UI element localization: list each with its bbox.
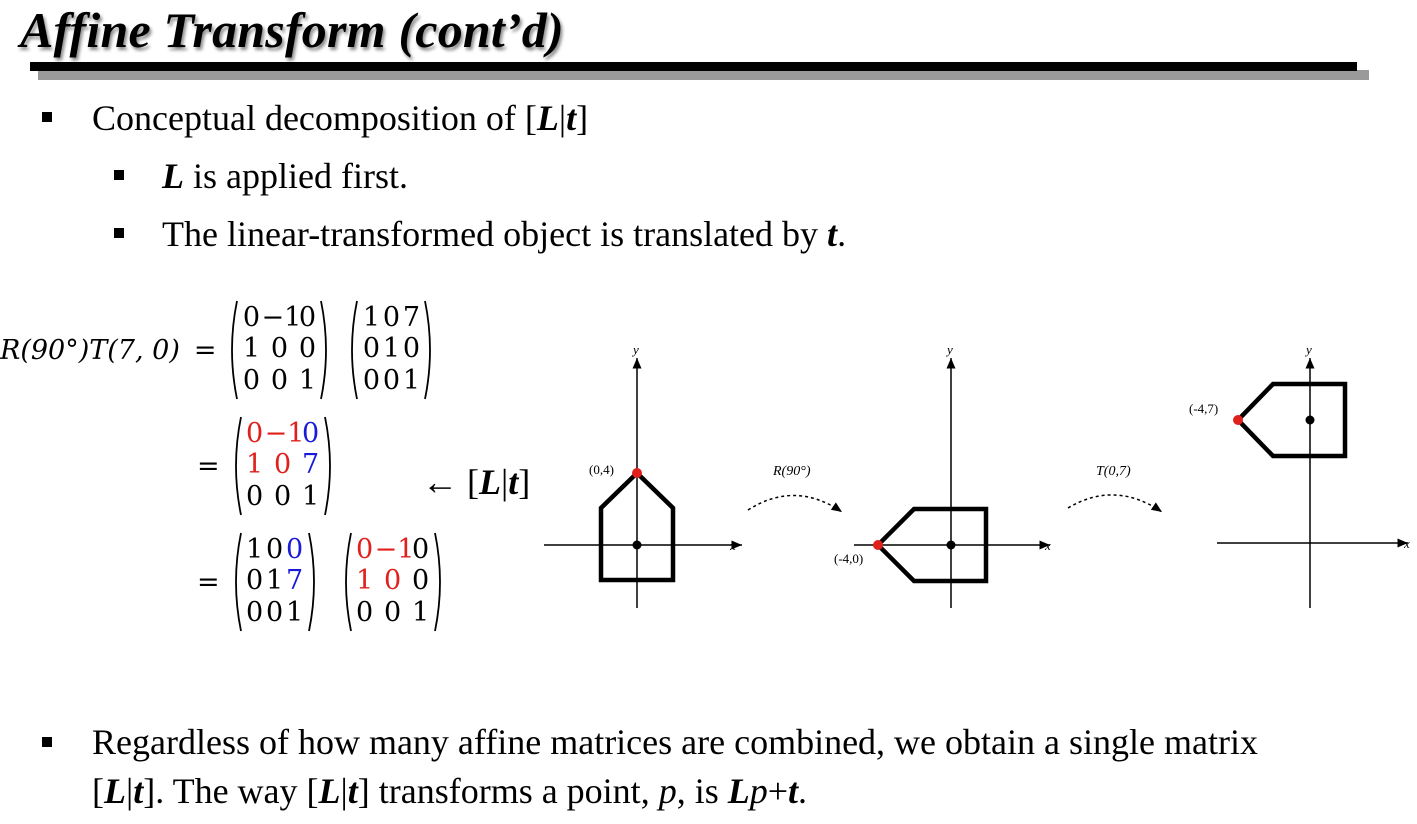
rotation-label: R(90°) [773,464,811,479]
panel-rotated [834,342,1051,608]
math-lhs: R(90°)T(7, 0) [0,334,180,366]
transform-figure [540,330,1417,630]
sub-bullet-marker [114,170,124,180]
bullet-decomposition: Conceptual decomposition of [L|t] [92,98,589,138]
equals-sign: = [197,566,220,598]
x-axis-label: x [1045,538,1051,553]
rotation-matrix: 0 −1 0 1 0 0 0 0 1 [226,300,332,400]
highlight-point-m4-0 [873,540,883,550]
slide-title: Affine Transform (cont’d) [20,2,564,58]
math-row-3 [197,532,452,632]
translation-label: T(0,7) [1096,464,1131,479]
title-rule [30,62,1357,71]
house-shape-translated [1238,384,1345,456]
step-translation [1068,464,1162,512]
point-label-0-4: (0,4) [589,462,614,477]
panel-translated [1189,342,1410,608]
x-axis-label: x [1404,536,1410,551]
panel-original [544,342,742,608]
origin-dot [947,541,956,550]
origin-dot [633,541,642,550]
math-row-2 [197,416,342,516]
bullet-single-matrix-line2: [L|t]. The way [L|t] transforms a point, p, is Lp+t. [92,771,808,811]
equals-sign: = [193,334,217,366]
point-label-m4-0: (-4,0) [834,551,864,566]
step-rotation [748,464,842,512]
sub-bullet-l-first: L is applied first. [162,156,408,196]
highlight-point-0-4 [632,468,642,478]
lt-arrow-label: ← [L|t] [422,462,531,502]
bullet-single-matrix-line1: Regardless of how many affine matrices are combined, we obtain a single matrix [92,722,1258,762]
title-rule-shadow [38,70,1369,80]
bullet-marker [42,737,52,747]
y-axis-label: y [633,342,639,357]
highlight-point-m4-7 [1233,415,1243,425]
math-row-1 [0,300,442,400]
combined-matrix: 0 −1 0 1 0 7 0 0 1 [230,416,336,516]
bullet-marker [42,112,52,122]
y-axis-label: y [1306,342,1312,357]
equals-sign: = [197,450,220,482]
translation-matrix-b: 1 0 0 0 1 7 0 0 1 [230,532,320,632]
sub-bullet-translated: The linear-transformed object is translated by t. [162,214,847,254]
translation-matrix: 1 0 7 0 1 0 0 0 1 [346,300,436,400]
sub-bullet-marker [114,228,124,238]
center-dot [1306,416,1315,425]
point-label-m4-7: (-4,7) [1189,401,1219,416]
y-axis-label: y [947,342,953,357]
rotation-matrix-b: 0 −1 0 1 0 0 0 0 1 [340,532,446,632]
x-axis-label: x [730,538,736,553]
